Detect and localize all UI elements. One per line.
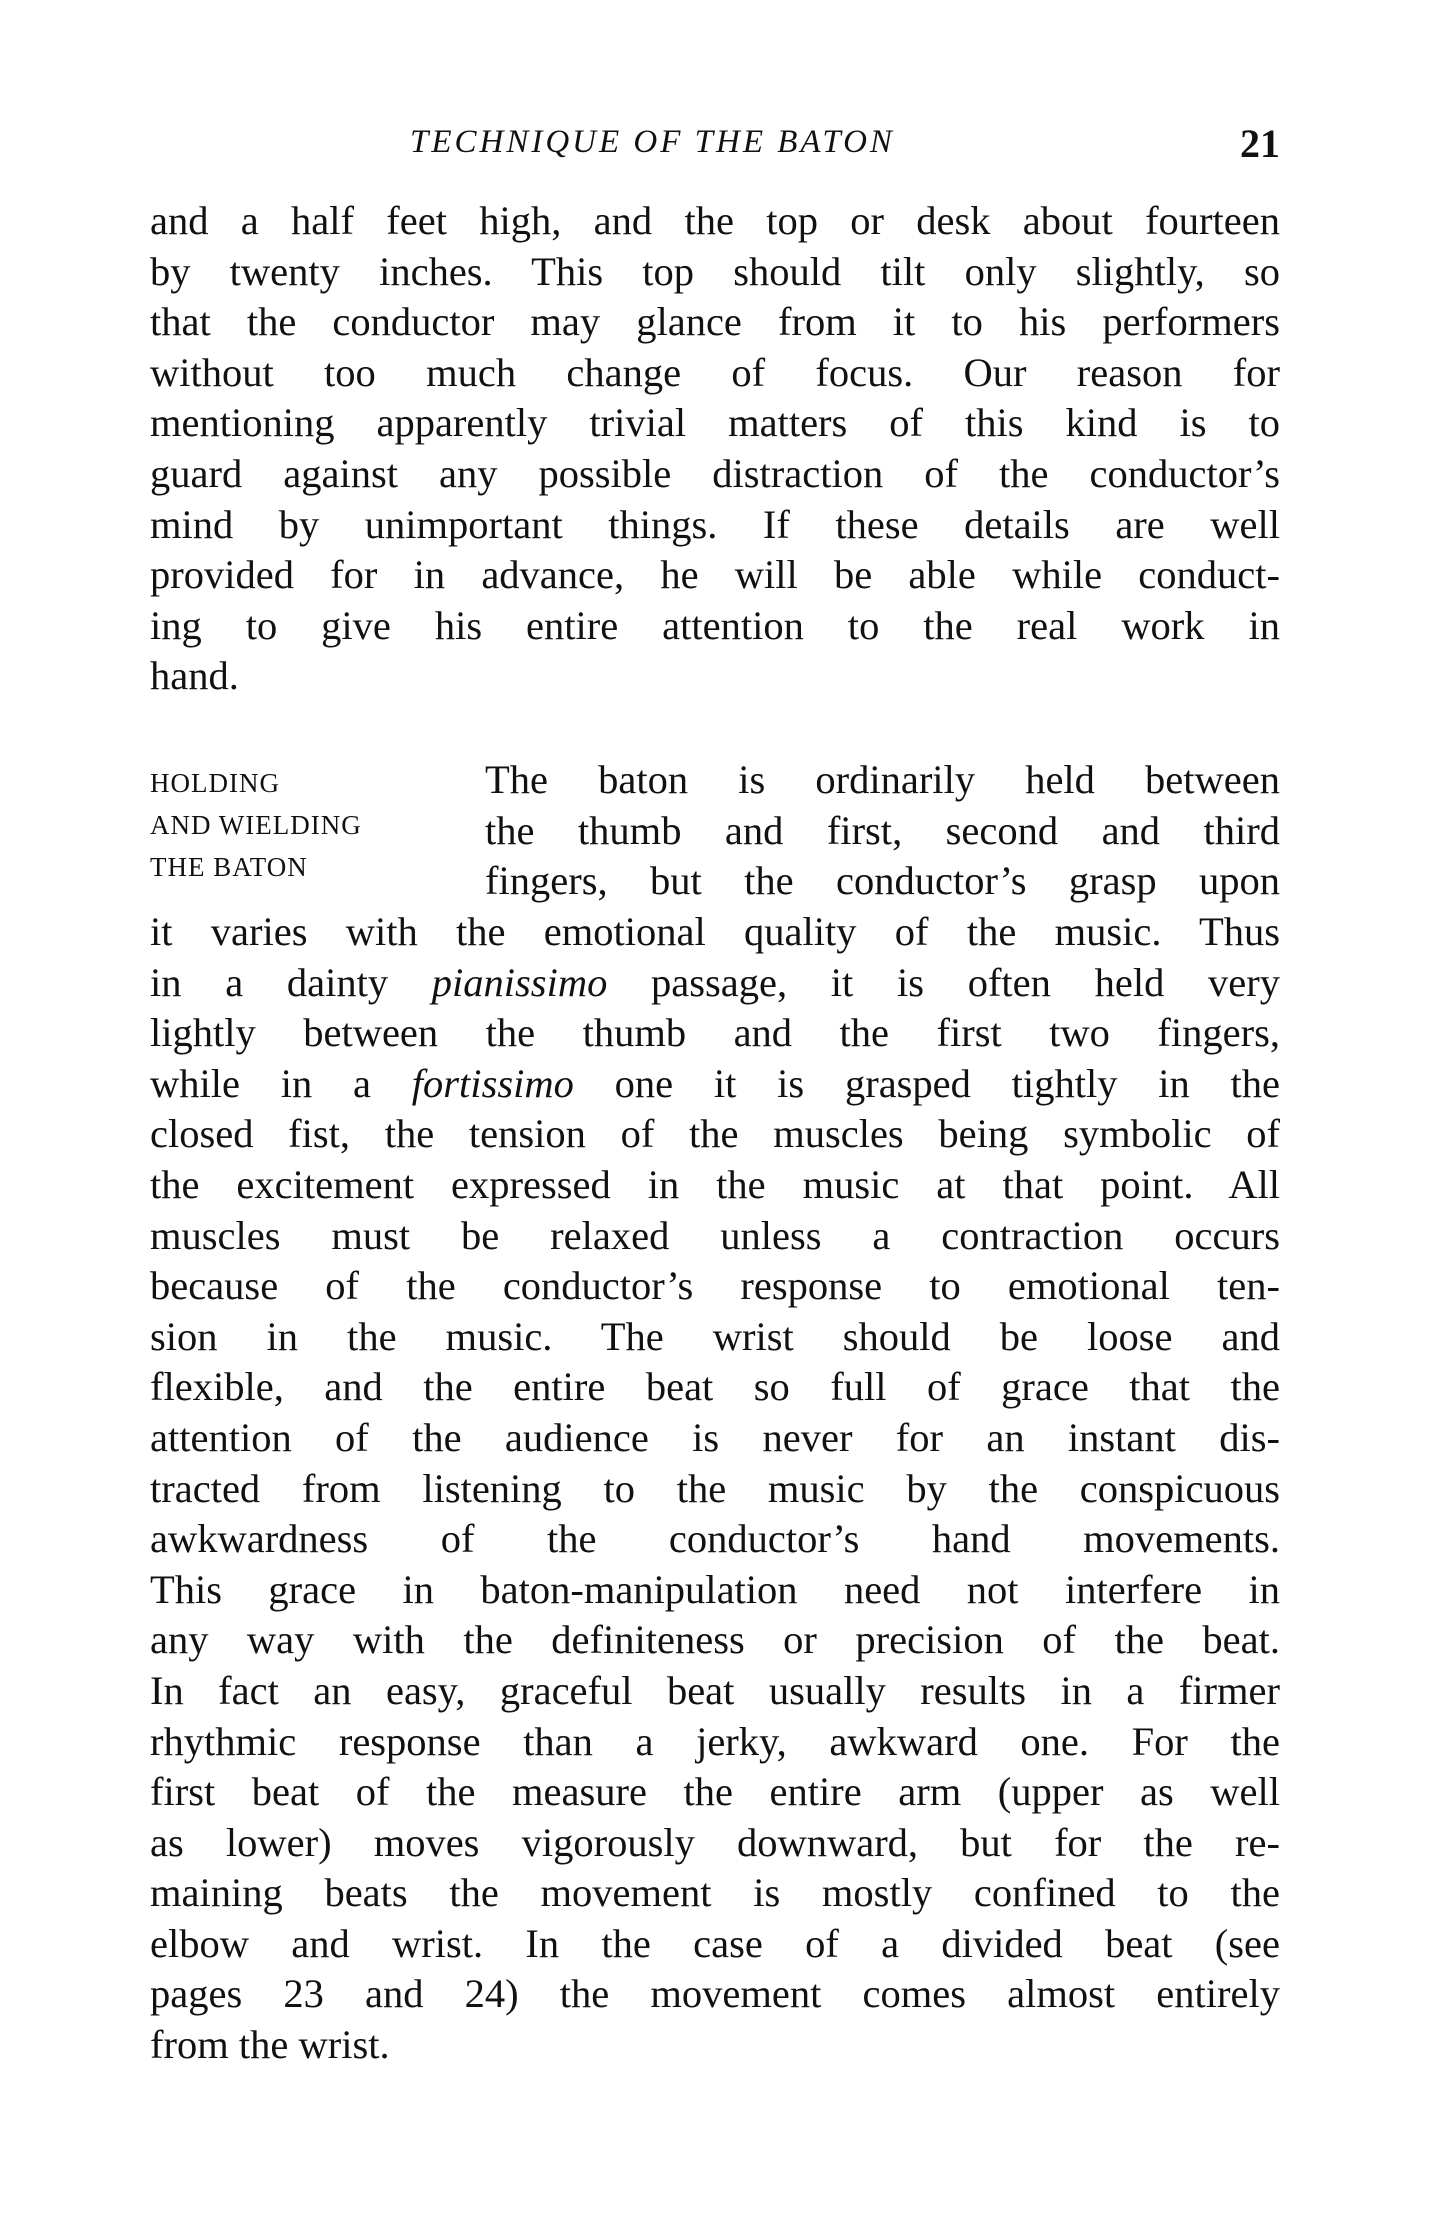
text-line-with-emphasis	[150, 1059, 1280, 1110]
text-segment: while in a	[150, 1060, 412, 1106]
text-line: elbow and wrist. In the case of a divided beat (see	[150, 1920, 1280, 1966]
text-line: because of the conductor’s response to emotional ten-	[150, 1263, 1280, 1309]
running-head	[150, 121, 1280, 172]
text-line: maining beats the movement is mostly confined to the	[150, 1870, 1280, 1916]
text-line: by twenty inches. This top should tilt only slightly, so	[150, 248, 1280, 294]
text-line: flexible, and the entire beat so full of grace that the	[150, 1364, 1280, 1410]
text-line: lightly between the thumb and the first two fingers,	[150, 1010, 1280, 1056]
paragraph-body	[150, 907, 1280, 2071]
text-line: closed fist, the tension of the muscles being symbolic of	[150, 1111, 1280, 1157]
side-heading	[150, 762, 470, 888]
text-line: from the wrist.	[150, 2022, 390, 2068]
text-line-with-emphasis	[150, 958, 1280, 1009]
text-line: rhythmic response than a jerky, awkward one. For the	[150, 1718, 1280, 1764]
text-line: pages 23 and 24) the movement comes almost entirely	[150, 1971, 1280, 2017]
text-line: provided for in advance, he will be able while conduct-	[150, 552, 1280, 598]
text-line: guard against any possible distraction of the conductor’s	[150, 450, 1280, 496]
side-heading-line: HOLDING	[150, 768, 280, 798]
text-line: tracted from listening to the music by the conspicuous	[150, 1465, 1280, 1511]
text-line: the excitement expressed in the music at that point. All	[150, 1161, 1280, 1207]
text-line: The baton is ordinarily held between	[485, 757, 1280, 802]
text-line: This grace in baton-manipulation need not interfere in	[150, 1566, 1280, 1612]
text-line: muscles must be relaxed unless a contraction occurs	[150, 1212, 1280, 1258]
text-line: In fact an easy, graceful beat usually results in a firmer	[150, 1667, 1280, 1713]
running-title: TECHNIQUE OF THE BATON	[410, 124, 895, 160]
emphasis-fortissimo: fortissimo	[411, 1060, 574, 1106]
text-line: and a half feet high, and the top or desk about fourteen	[150, 198, 1280, 243]
text-segment: in a dainty	[150, 959, 432, 1005]
text-line: awkwardness of the conductor’s hand movements.	[150, 1516, 1280, 1562]
text-line: without too much change of focus. Our reason for	[150, 349, 1280, 395]
text-line: ing to give his entire attention to the real work in	[150, 602, 1280, 648]
text-line: as lower) moves vigorously downward, but for the re-	[150, 1819, 1280, 1865]
text-line: mind by unimportant things. If these details are well	[150, 501, 1280, 547]
text-line: mentioning apparently trivial matters of this kind is to	[150, 400, 1280, 446]
text-line: first beat of the measure the entire arm (upper as well	[150, 1769, 1280, 1815]
text-line: sion in the music. The wrist should be loose and	[150, 1313, 1280, 1359]
text-line: any way with the definiteness or precision of the beat.	[150, 1617, 1280, 1663]
text-line: the thumb and first, second and third	[485, 807, 1280, 853]
paragraph-indented-lines	[485, 755, 1280, 907]
side-heading-line: AND WIELDING	[150, 810, 362, 840]
text-segment: one it is grasped tightly in the	[573, 1060, 1280, 1106]
emphasis-pianissimo: pianissimo	[431, 959, 608, 1005]
page-number: 21	[1240, 121, 1280, 166]
text-line: hand.	[150, 653, 239, 699]
paragraph-continued	[150, 196, 1280, 702]
text-line: fingers, but the conductor’s grasp upon	[485, 858, 1280, 904]
side-heading-line: THE BATON	[150, 852, 308, 882]
text-line: it varies with the emotional quality of the music. Thus	[150, 909, 1280, 954]
text-line: that the conductor may glance from it to his performers	[150, 299, 1280, 345]
text-segment: passage, it is often held very	[607, 959, 1280, 1005]
text-line: attention of the audience is never for an instant dis-	[150, 1414, 1280, 1460]
